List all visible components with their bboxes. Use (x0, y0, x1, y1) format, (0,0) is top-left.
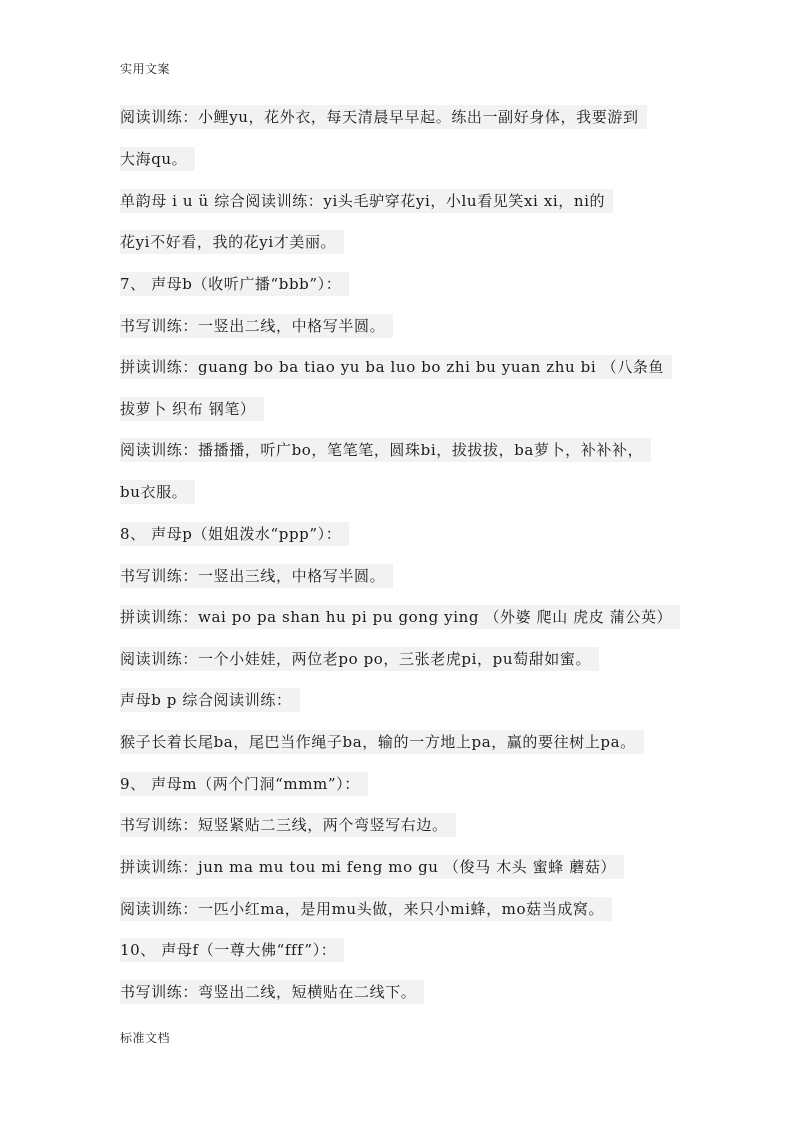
text-line: 阅读训练：播播播，听广bo，笔笔笔，圆珠bi，拔拔拔，ba萝卜，补补补， (120, 438, 651, 462)
text-line: 书写训练：短竖紧贴二三线，两个弯竖写右边。 (120, 813, 456, 837)
text-line: 书写训练：弯竖出二线，短横贴在二线下。 (120, 980, 424, 1004)
text-line: 阅读训练：一个小娃娃，两位老po po，三张老虎pi，pu萄甜如蜜。 (120, 647, 599, 671)
text-line: bu衣服。 (120, 480, 195, 504)
text-line: 单韵母 i u ü 综合阅读训练：yi头毛驴穿花yi，小lu看见笑xi xi，ni的 (120, 189, 613, 213)
text-line: 阅读训练：一匹小红ma，是用mu头做，来只小mi蜂，mo菇当成窝。 (120, 897, 612, 921)
text-line: 书写训练：一竖出三线，中格写半圆。 (120, 564, 393, 588)
page-footer: 标准文档 (120, 1031, 171, 1045)
page-header: 实用文案 (120, 62, 171, 76)
text-line: 书写训练：一竖出二线，中格写半圆。 (120, 314, 393, 338)
section-heading: 10、 声母f（一尊大佛“fff”）： (120, 938, 344, 962)
text-line: 声母b p 综合阅读训练： (120, 688, 300, 712)
section-heading: 7、 声母b（收听广播“bbb”）： (120, 272, 349, 296)
text-line: 拔萝卜 织布 钢笔） (120, 397, 264, 421)
text-line: 拼读训练：jun ma mu tou mi feng mo gu （俊马 木头 蜜蜂 蘑菇） (120, 855, 624, 879)
text-line: 大海qu。 (120, 147, 195, 171)
text-line: 花yi不好看，我的花yi才美丽。 (120, 230, 344, 254)
text-line: 猴子长着长尾ba，尾巴当作绳子ba，输的一方地上pa，赢的要往树上pa。 (120, 730, 644, 754)
text-line: 拼读训练：wai po pa shan hu pi pu gong ying （外婆 爬山 虎皮 蒲公英） (120, 605, 680, 629)
text-line: 拼读训练：guang bo ba tiao yu ba luo bo zhi bu yuan zhu bi （八条鱼 (120, 355, 672, 379)
text-line: 阅读训练：小鲤yu，花外衣，每天清晨早早起。练出一副好身体，我要游到 (120, 105, 647, 129)
section-heading: 8、 声母p（姐姐泼水“ppp”）： (120, 522, 349, 546)
section-heading: 9、 声母m（两个门洞“mmm”）： (120, 772, 368, 796)
